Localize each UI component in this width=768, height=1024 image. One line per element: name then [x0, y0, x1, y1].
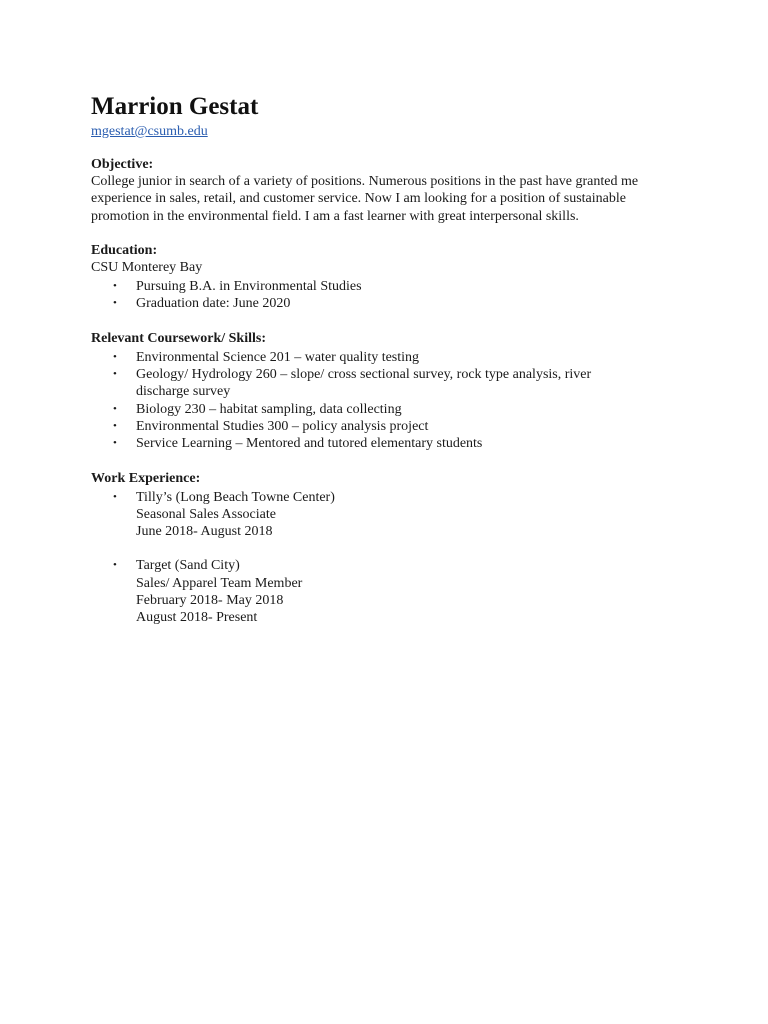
coursework-item: • Service Learning – Mentored and tutored elementary students: [113, 436, 483, 452]
education-item: • Pursuing B.A. in Environmental Studies: [113, 279, 362, 295]
coursework-item: • Environmental Studies 300 – policy analysis project: [113, 418, 429, 434]
objective-heading: Objective:: [91, 157, 154, 172]
bullet-icon: •: [113, 559, 117, 572]
bullet-icon: •: [113, 419, 117, 432]
job-entry: [91, 557, 636, 626]
job-dates: June 2018- August 2018: [136, 524, 273, 540]
bullet-icon: •: [113, 280, 117, 293]
coursework-heading: Relevant Coursework/ Skills:: [91, 330, 266, 346]
bullet-icon: •: [113, 368, 117, 381]
coursework-list: [91, 349, 691, 453]
bullet-icon: •: [113, 297, 117, 310]
education-school: CSU Monterey Bay: [91, 259, 203, 275]
work-heading: Work Experience:: [91, 470, 201, 486]
job-employer: Target (Sand City): [136, 558, 240, 574]
job-dates: August 2018- Present: [136, 610, 258, 626]
email-link[interactable]: mgestat@csumb.edu: [91, 124, 208, 139]
job-employer: Tilly’s (Long Beach Towne Center): [136, 489, 335, 505]
bullet-icon: •: [113, 490, 117, 503]
education-heading: Education:: [91, 242, 158, 258]
bullet-icon: •: [113, 437, 117, 450]
education-list: [91, 278, 691, 313]
coursework-item: • Biology 230 – habitat sampling, data collecting: [113, 401, 402, 417]
resume-name: Marrion Gestat: [91, 93, 259, 120]
coursework-item: • Environmental Science 201 – water quality testing: [113, 349, 420, 365]
work-list: [91, 489, 691, 627]
job-role: Seasonal Sales Associate: [136, 506, 276, 522]
job-entry: [91, 489, 636, 541]
bullet-icon: •: [113, 402, 117, 415]
education-item: • Graduation date: June 2020: [113, 296, 291, 312]
resume-document: [91, 92, 691, 627]
job-role: Sales/ Apparel Team Member: [136, 575, 303, 591]
spacer: [91, 540, 636, 557]
coursework-item: • Geology/ Hydrology 260 – slope/ cross sectional survey, rock type analysis, river discharge survey: [113, 367, 592, 400]
objective-text: College junior in search of a variety of positions. Numerous positions in the past have granted me experience in sales, retail, and customer service. Now I am looking for a position of sustainable promotion in the environmental field. I am a fast learner with great interpersonal skills.: [91, 174, 639, 224]
bullet-icon: •: [113, 350, 117, 363]
job-dates: February 2018- May 2018: [136, 593, 284, 609]
